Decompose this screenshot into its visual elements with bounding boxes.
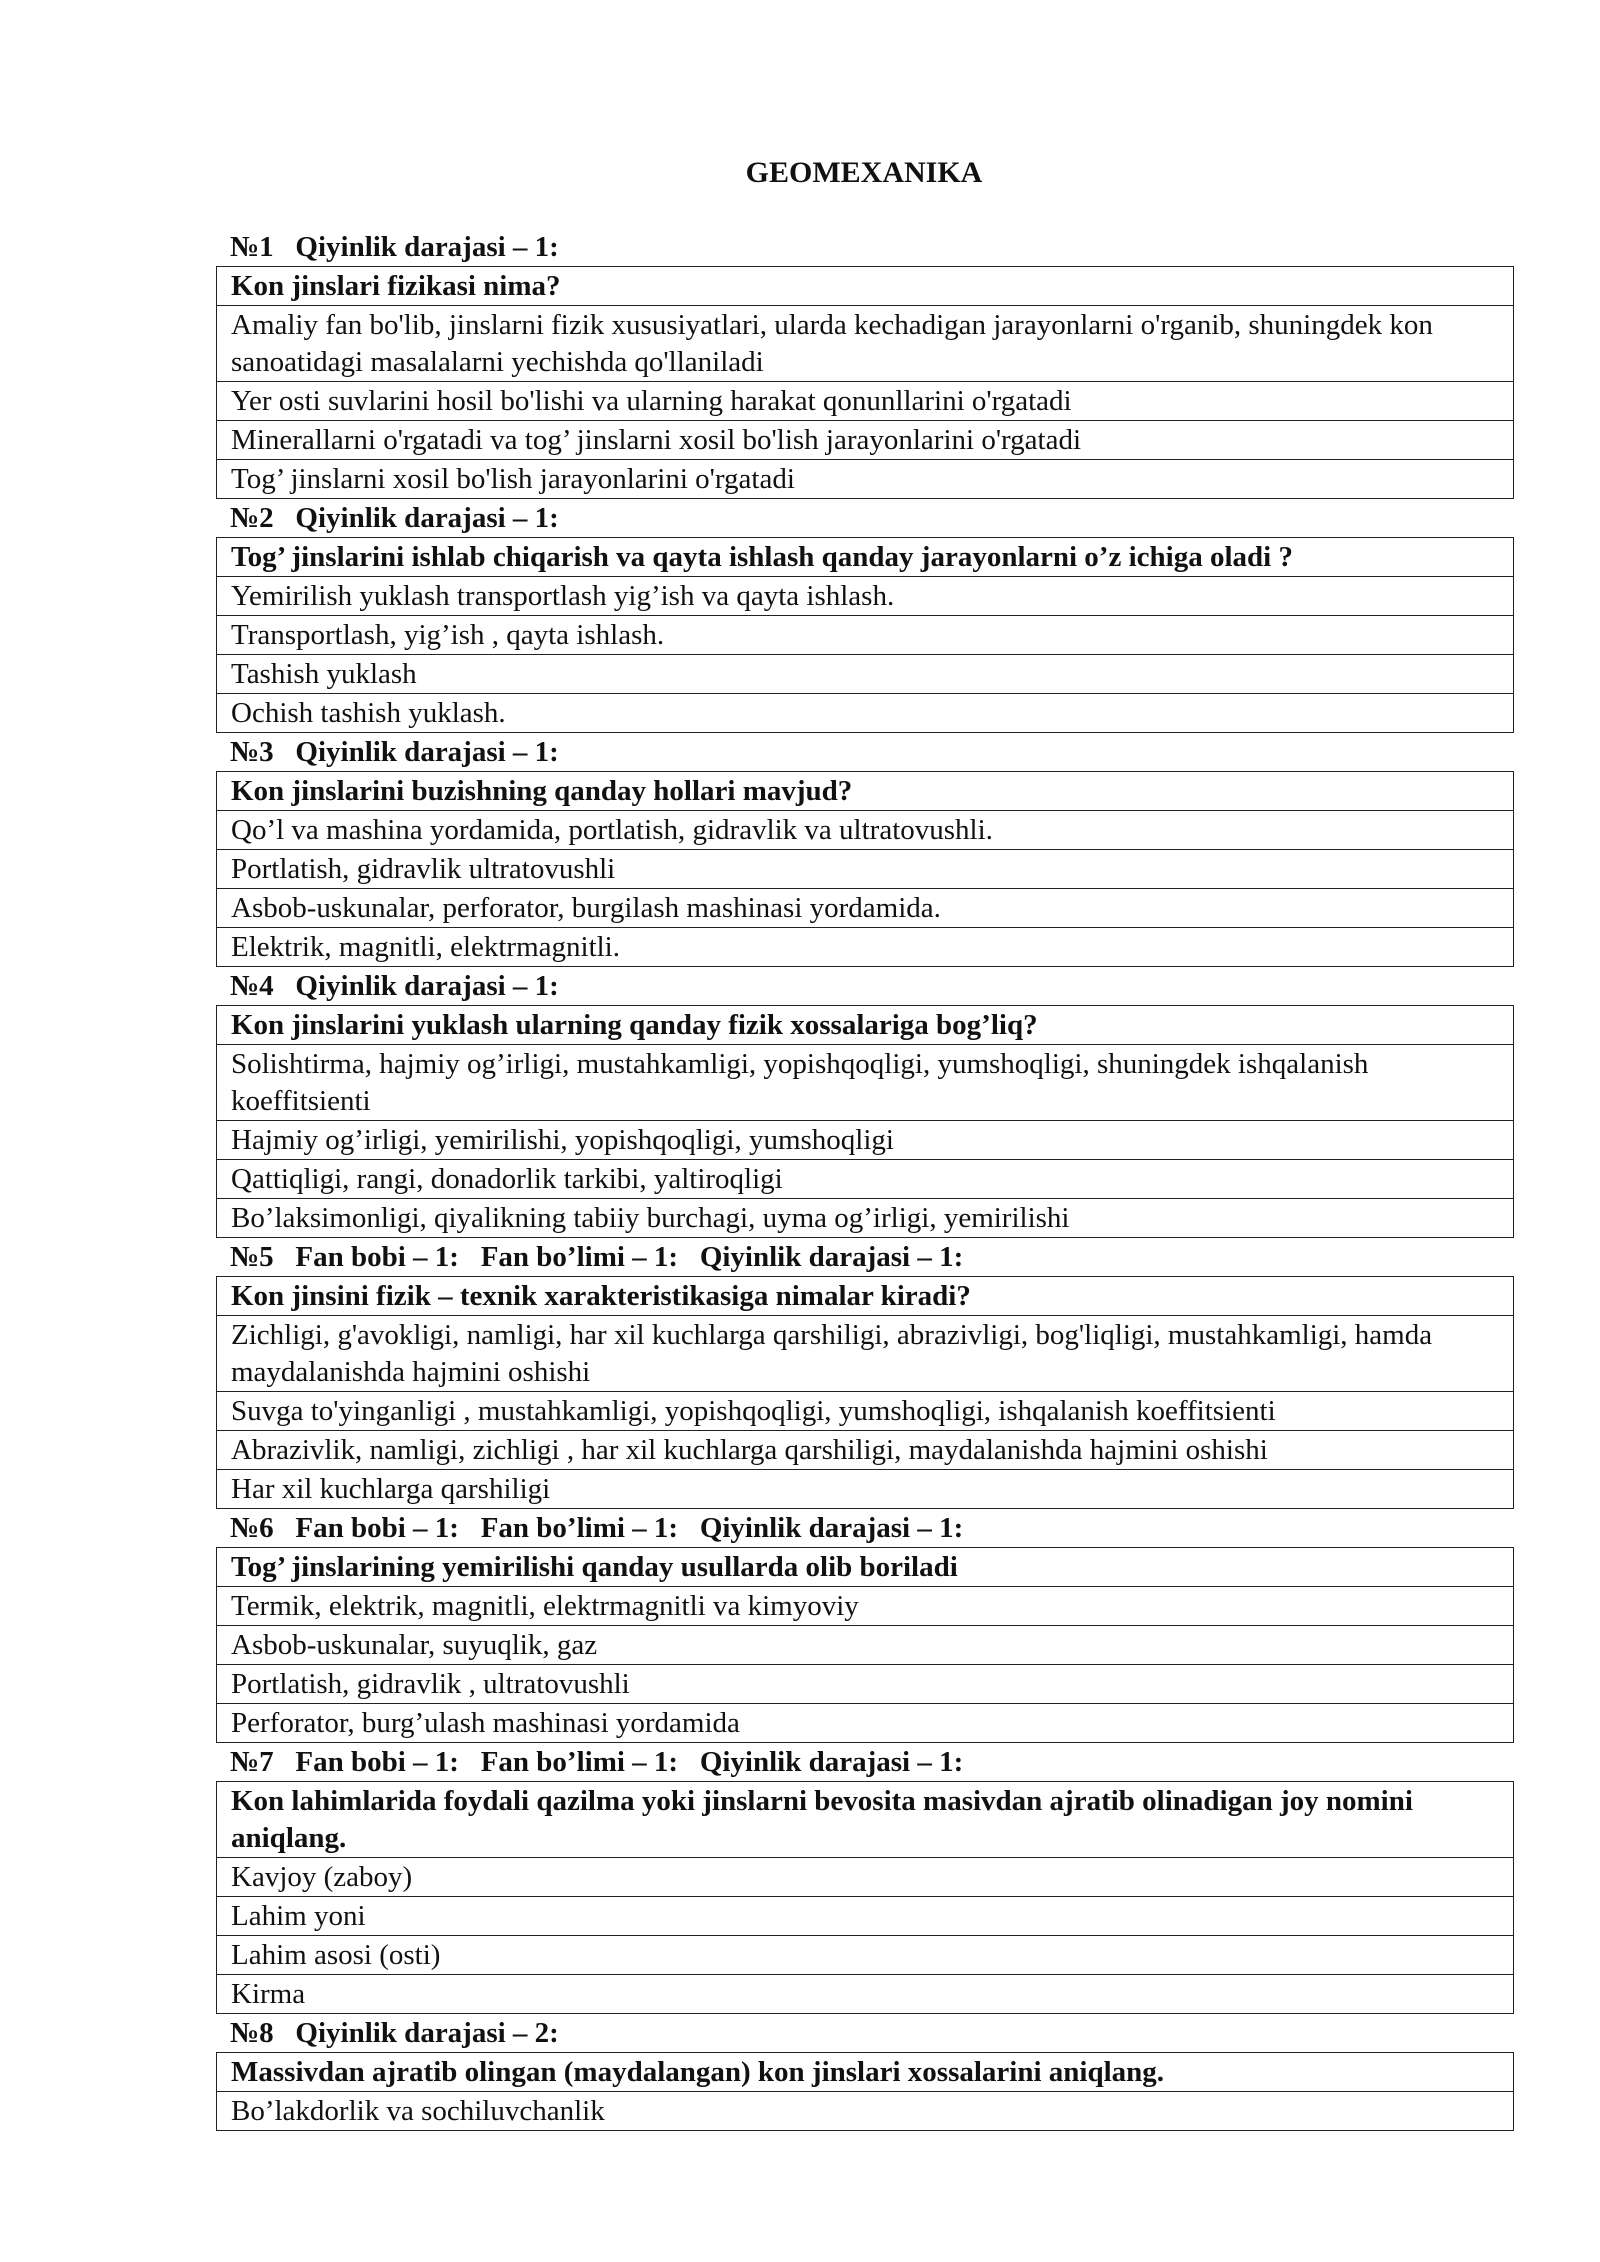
answer-option: Zichligi, g'avokligi, namligi, har xil kuchlarga qarshiligi, abrazivligi, bog'liqligi, mustahkamligi, hamda maydalanishda hajmini oshishi <box>217 1315 1513 1391</box>
question-block <box>216 228 1514 499</box>
answer-option: Minerallarni o'rgatadi va tog’ jinslarni xosil bo'lish jarayonlarini o'rgatadi <box>217 420 1513 459</box>
answer-option: Lahim yoni <box>217 1896 1513 1935</box>
question-text: Tog’ jinslarini ishlab chiqarish va qayta ishlash qanday jarayonlarni o’z ichiga oladi ? <box>231 541 1293 573</box>
answer-option: Qattiqligi, rangi, donadorlik tarkibi, yaltiroqligi <box>217 1159 1513 1198</box>
answer-option: Solishtirma, hajmiy og’irligi, mustahkamligi, yopishqoqligi, yumshoqligi, shuningdek ishqalanish koeffitsienti <box>217 1044 1513 1120</box>
answer-option: Perforator, burg’ulash mashinasi yordamida <box>217 1703 1513 1742</box>
question-block <box>216 499 1514 733</box>
question-text: Kon jinslari fizikasi nima? <box>231 270 561 302</box>
answer-option: Termik, elektrik, magnitli, elektrmagnitli va kimyoviy <box>217 1586 1513 1625</box>
answer-option: Tog’ jinslarni xosil bo'lish jarayonlarini o'rgatadi <box>217 459 1513 498</box>
question-header: №3 Qiyinlik darajasi – 1: <box>230 736 559 768</box>
answer-option: Transportlash, yig’ish , qayta ishlash. <box>217 615 1513 654</box>
question-block <box>216 733 1514 967</box>
question-text: Kon jinslarini buzishning qanday hollari mavjud? <box>231 775 853 807</box>
question-block <box>216 2014 1514 2131</box>
answer-option: Portlatish, gidravlik ultratovushli <box>217 849 1513 888</box>
question-header: №5 Fan bobi – 1: Fan bo’limi – 1: Qiyinlik darajasi – 1: <box>230 1241 964 1273</box>
answer-option: Bo’lakdorlik va sochiluvchanlik <box>217 2091 1513 2130</box>
answer-option: Elektrik, magnitli, elektrmagnitli. <box>217 927 1513 966</box>
answer-option: Qo’l va mashina yordamida, portlatish, gidravlik va ultratovushli. <box>217 810 1513 849</box>
question-header: №1 Qiyinlik darajasi – 1: <box>230 231 559 263</box>
answer-option: Suvga to'yinganligi , mustahkamligi, yopishqoqligi, yumshoqligi, ishqalanish koeffitsienti <box>217 1391 1513 1430</box>
question-table <box>216 1781 1514 2014</box>
question-table <box>216 1547 1514 1743</box>
answer-option: Yer osti suvlarini hosil bo'lishi va ularning harakat qonunllarini o'rgatadi <box>217 381 1513 420</box>
answer-option: Asbob-uskunalar, suyuqlik, gaz <box>217 1625 1513 1664</box>
answer-option: Kavjoy (zaboy) <box>217 1857 1513 1896</box>
question-header: №7 Fan bobi – 1: Fan bo’limi – 1: Qiyinlik darajasi – 1: <box>230 1746 964 1778</box>
question-block <box>216 967 1514 1238</box>
question-table <box>216 1276 1514 1509</box>
question-block <box>216 1509 1514 1743</box>
question-header: №8 Qiyinlik darajasi – 2: <box>230 2017 559 2049</box>
question-header: №2 Qiyinlik darajasi – 1: <box>230 502 559 534</box>
answer-option: Bo’laksimonligi, qiyalikning tabiiy burchagi, uyma og’irligi, yemirilishi <box>217 1198 1513 1237</box>
question-block <box>216 1238 1514 1509</box>
answer-option: Kirma <box>217 1974 1513 2013</box>
question-text: Kon jinslarini yuklash ularning qanday fizik xossalariga bog’liq? <box>231 1009 1038 1041</box>
question-text: Kon lahimlarida foydali qazilma yoki jinslarni bevosita masivdan ajratib olinadigan joy nomini aniqlang. <box>231 1785 1413 1854</box>
question-table <box>216 2052 1514 2131</box>
question-table <box>216 1005 1514 1238</box>
document-title: GEOMEXANIKA <box>745 156 983 189</box>
answer-option: Abrazivlik, namligi, zichligi , har xil kuchlarga qarshiligi, maydalanishda hajmini oshishi <box>217 1430 1513 1469</box>
question-list <box>216 228 1514 2131</box>
question-header: №4 Qiyinlik darajasi – 1: <box>230 970 559 1002</box>
question-text: Tog’ jinslarining yemirilishi qanday usullarda olib boriladi <box>231 1551 958 1583</box>
answer-option: Ochish tashish yuklash. <box>217 693 1513 732</box>
answer-option: Hajmiy og’irligi, yemirilishi, yopishqoqligi, yumshoqligi <box>217 1120 1513 1159</box>
question-header: №6 Fan bobi – 1: Fan bo’limi – 1: Qiyinlik darajasi – 1: <box>230 1512 964 1544</box>
answer-option: Yemirilish yuklash transportlash yig’ish va qayta ishlash. <box>217 576 1513 615</box>
question-block <box>216 1743 1514 2014</box>
answer-option: Har xil kuchlarga qarshiligi <box>217 1469 1513 1508</box>
answer-option: Tashish yuklash <box>217 654 1513 693</box>
question-table <box>216 771 1514 967</box>
question-text: Kon jinsini fizik – texnik xarakteristikasiga nimalar kiradi? <box>231 1280 971 1312</box>
answer-option: Asbob-uskunalar, perforator, burgilash mashinasi yordamida. <box>217 888 1513 927</box>
answer-option: Lahim asosi (osti) <box>217 1935 1513 1974</box>
question-table <box>216 266 1514 499</box>
answer-option: Portlatish, gidravlik , ultratovushli <box>217 1664 1513 1703</box>
answer-option: Amaliy fan bo'lib, jinslarni fizik xususiyatlari, ularda kechadigan jarayonlarni o'rganib, shuningdek kon sanoatidagi masalalarni yechishda qo'llaniladi <box>217 305 1513 381</box>
question-table <box>216 537 1514 733</box>
question-text: Massivdan ajratib olingan (maydalangan) kon jinslari xossalarini aniqlang. <box>231 2056 1165 2088</box>
